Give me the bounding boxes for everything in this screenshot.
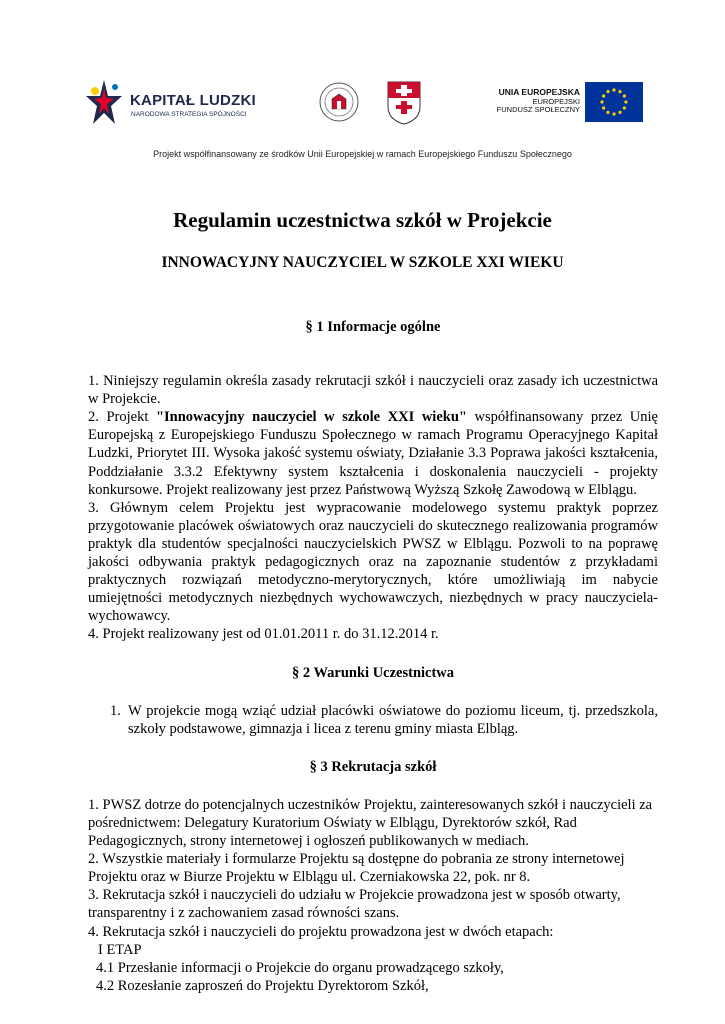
elblag-coat-of-arms-icon	[386, 80, 422, 126]
s2-list-item	[110, 702, 658, 738]
s3-paragraph-3: 3. Rekrutacja szkół i nauczycieli do udziału w Projekcie prowadzona jest w sposób otwarty, transparentny i z zachowaniem zasad równości szans.	[88, 887, 621, 922]
cofinancing-note: Projekt współfinansowany ze środków Unii Europejskiej w ramach Europejskiego Funduszu Społecznego	[153, 149, 572, 159]
eu-text-block	[490, 88, 580, 115]
document-title: Regulamin uczestnictwa szkół w Projekcie	[173, 208, 552, 232]
eu-star-icon	[606, 111, 609, 114]
ue-line-2: EUROPEJSKI	[532, 96, 580, 106]
s2-list-number: 1.	[110, 702, 121, 719]
s1-paragraph-4: 4. Projekt realizowany jest od 01.01.2011 r. do 31.12.2014 r.	[88, 626, 439, 643]
section-2-heading: § 2 Warunki Uczestnictwa	[291, 664, 455, 681]
project-name: INNOWACYJNY NAUCZYCIEL W SZKOLE XXI WIEKU	[161, 254, 564, 271]
document-body	[88, 318, 658, 995]
s3-subitem-4-2: 4.2 Rozesłanie zaproszeń do Projektu Dyrektorom Szkół,	[96, 977, 429, 994]
logo-bar	[0, 68, 725, 148]
ue-line-3: FUNDUSZ SPOŁECZNY	[496, 105, 580, 115]
s2-list-text: W projekcie mogą wziąć udział placówki oświatowe do poziomu liceum, tj. przedszkola, szkoły podstawowe, gimnazja i licea z terenu gminy miasta Elbląg.	[128, 702, 658, 737]
eu-star-icon	[623, 106, 626, 109]
eu-flag-icon	[585, 82, 643, 122]
section-1-heading: § 1 Informacje ogólne	[305, 319, 441, 335]
eu-star-icon	[618, 90, 621, 93]
s1-paragraph-2	[88, 408, 658, 498]
s1-p2-prefix: 2. Projekt	[88, 409, 156, 426]
s1-paragraph-3: 3. Głównym celem Projektu jest wypracowanie modelowego systemu praktyk poprzez przygotowanie placówek oświatowych oraz nauczycieli do skutecznego realizowania programów praktyk dla studentów specjalności nauczycielskich PWSZ w Elblągu. Pozwoli to na poprawę jakości odbywania praktyk pedagogicznych oraz na zapoznanie studentów z przykładami praktycznych rozwiązań metodyczno-merytorycznych, które umożliwiają im nabycie umiejętności metodycznych niezbędnych wychowawczych, niezbędnych w pracy nauczyciela-wychowawcy.	[88, 499, 658, 625]
kapital-ludzki-subtitle: NARODOWA STRATEGIA SPÓJNOŚCI	[131, 111, 247, 118]
s3-paragraph-4: 4. Rekrutacja szkół i nauczycieli do projektu prowadzona jest w dwóch etapach:	[88, 923, 554, 940]
project-title-quote: "Innowacyjny nauczyciel w szkole XXI wieku"	[155, 409, 467, 426]
eu-star-icon	[600, 100, 603, 103]
s1-paragraph-1: 1. Niniejszy regulamin określa zasady rekrutacji szkół i nauczycieli oraz zasady ich uczestnictwa w Projekcie.	[88, 373, 658, 408]
ue-line-1: UNIA EUROPEJSKA	[498, 87, 580, 97]
s3-paragraph-1: 1. PWSZ dotrze do potencjalnych uczestników Projektu, zainteresowanych szkół i nauczycieli za pośrednictwem: Delegatury Kuratorium Oświaty w Elblągu, Dyrektorów szkół, Rad Pedagogicznych, strony internetowej i ogłoszeń publikowanych w mediach.	[88, 796, 653, 850]
eu-star-icon	[606, 90, 609, 93]
eu-star-icon	[612, 112, 615, 115]
section-3-heading: § 3 Rekrutacja szkół	[309, 758, 437, 775]
eu-star-icon	[602, 94, 605, 97]
stage-label: I ETAP	[98, 941, 142, 958]
kapital-ludzki-title: KAPITAŁ LUDZKI	[130, 92, 256, 109]
eu-star-icon	[624, 100, 627, 103]
s3-paragraph-2: 2. Wszystkie materiały i formularze Projektu są dostępne do pobrania ze strony internetowej Projektu oraz w Biurze Projektu w Elblągu ul. Czerniakowska 22, pok. nr 8.	[88, 851, 625, 886]
pwsz-seal-icon	[319, 82, 359, 122]
s3-subitem-4-1: 4.1 Przesłanie informacji o Projekcie do organu prowadzącego szkoły,	[96, 959, 504, 976]
eu-star-icon	[618, 111, 621, 114]
eu-star-icon	[623, 94, 626, 97]
eu-star-icon	[602, 106, 605, 109]
kapital-ludzki-logo-icon	[86, 78, 124, 128]
eu-star-icon	[612, 88, 615, 91]
s1-p2-text: współfinansowany przez Unię Europejską z Europejskiego Funduszu Społecznego w ramach Programu Operacyjnego Kapitał Ludzki, Priorytet III. Wysoka jakość systemu oświaty, Działanie 3.3 Poprawa jakości kształcenia, Poddziałanie 3.3.2 Efektywny system kształcenia i doskonalenia nauczycieli - projekty konkursowe. Projekt realizowany jest przez Państwową Wyższą Szkołę Zawodową w Elblągu.	[88, 409, 658, 498]
